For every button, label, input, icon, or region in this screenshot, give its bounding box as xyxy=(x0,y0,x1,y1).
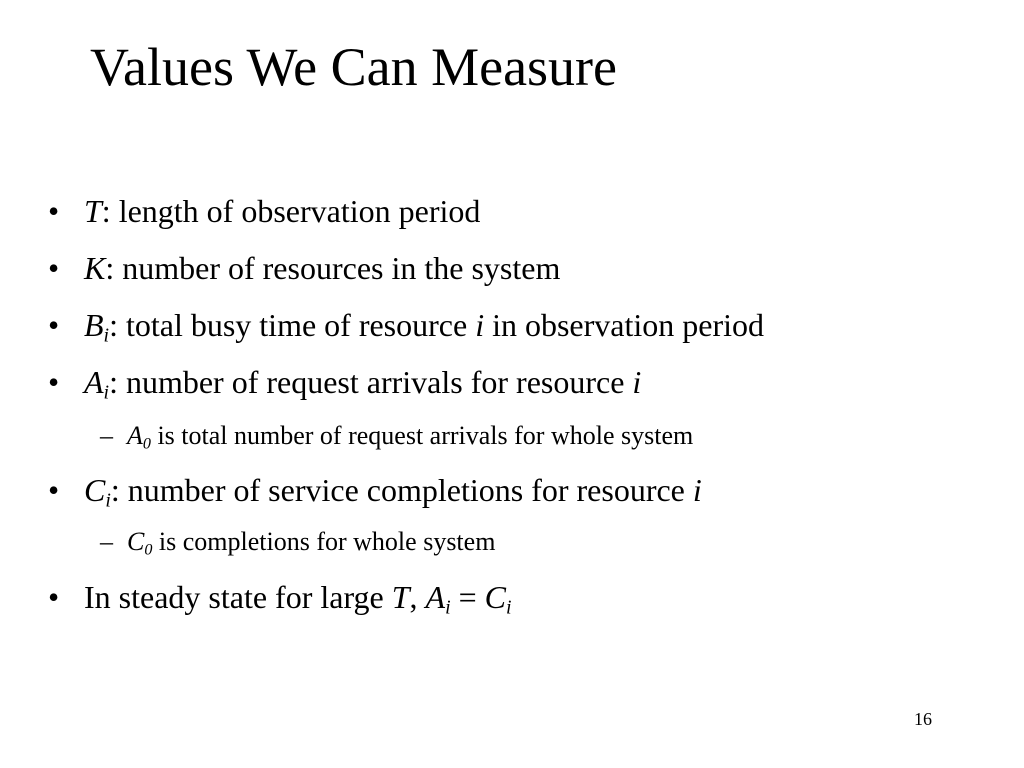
variable-i: i xyxy=(632,364,642,400)
dash-marker: – xyxy=(100,421,113,450)
variable-a: A xyxy=(127,421,143,450)
subscript-i: i xyxy=(445,596,451,619)
bullet-marker: • xyxy=(48,250,60,286)
bullet-item-c xyxy=(48,470,702,512)
bullet-text: : total busy time of resource xyxy=(109,307,476,343)
variable-k: K xyxy=(84,250,106,286)
bullet-item-a xyxy=(48,362,642,404)
bullet-text: In steady state for large xyxy=(84,579,392,615)
bullet-marker: • xyxy=(48,364,60,400)
sub-bullet-item-c0 xyxy=(100,526,496,559)
subscript-i: i xyxy=(105,489,111,512)
bullet-text: : length of observation period xyxy=(101,193,481,229)
variable-t: T xyxy=(391,579,410,615)
bullet-marker: • xyxy=(48,307,60,343)
bullet-text-tail: in observation period xyxy=(484,307,765,343)
subscript-i: i xyxy=(103,324,110,347)
bullet-marker: • xyxy=(48,472,60,508)
equals-sign: = xyxy=(450,579,485,615)
variable-i: i xyxy=(692,472,702,508)
bullet-item-k xyxy=(48,248,561,288)
sub-bullet-text: is total number of request arrivals for whole system xyxy=(150,421,694,450)
variable-c: C xyxy=(84,472,106,508)
bullet-text: : number of service completions for resource xyxy=(110,472,693,508)
slide-title: Values We Can Measure xyxy=(90,37,618,97)
variable-i: i xyxy=(475,307,485,343)
sub-bullet-item-a0 xyxy=(100,420,694,453)
subscript-i: i xyxy=(505,596,512,619)
variable-c: C xyxy=(484,579,506,615)
sub-bullet-text: is completions for whole system xyxy=(152,527,496,556)
bullet-item-b xyxy=(48,305,765,347)
variable-c: C xyxy=(127,527,145,556)
variable-t: T xyxy=(84,193,102,229)
variable-b: B xyxy=(84,307,104,343)
subscript-0: 0 xyxy=(144,541,153,559)
subscript-i: i xyxy=(103,381,110,404)
variable-a: A xyxy=(425,579,446,615)
separator: , xyxy=(409,579,426,615)
bullet-item-t xyxy=(48,191,481,231)
variable-a: A xyxy=(84,364,104,400)
dash-marker: – xyxy=(100,527,113,556)
bullet-text: : number of request arrivals for resource xyxy=(109,364,633,400)
subscript-0: 0 xyxy=(142,435,151,453)
bullet-text: : number of resources in the system xyxy=(105,250,561,286)
page-number: 16 xyxy=(914,709,932,729)
bullet-marker: • xyxy=(48,193,60,229)
bullet-marker: • xyxy=(48,579,60,615)
bullet-item-steady-state xyxy=(48,577,512,619)
